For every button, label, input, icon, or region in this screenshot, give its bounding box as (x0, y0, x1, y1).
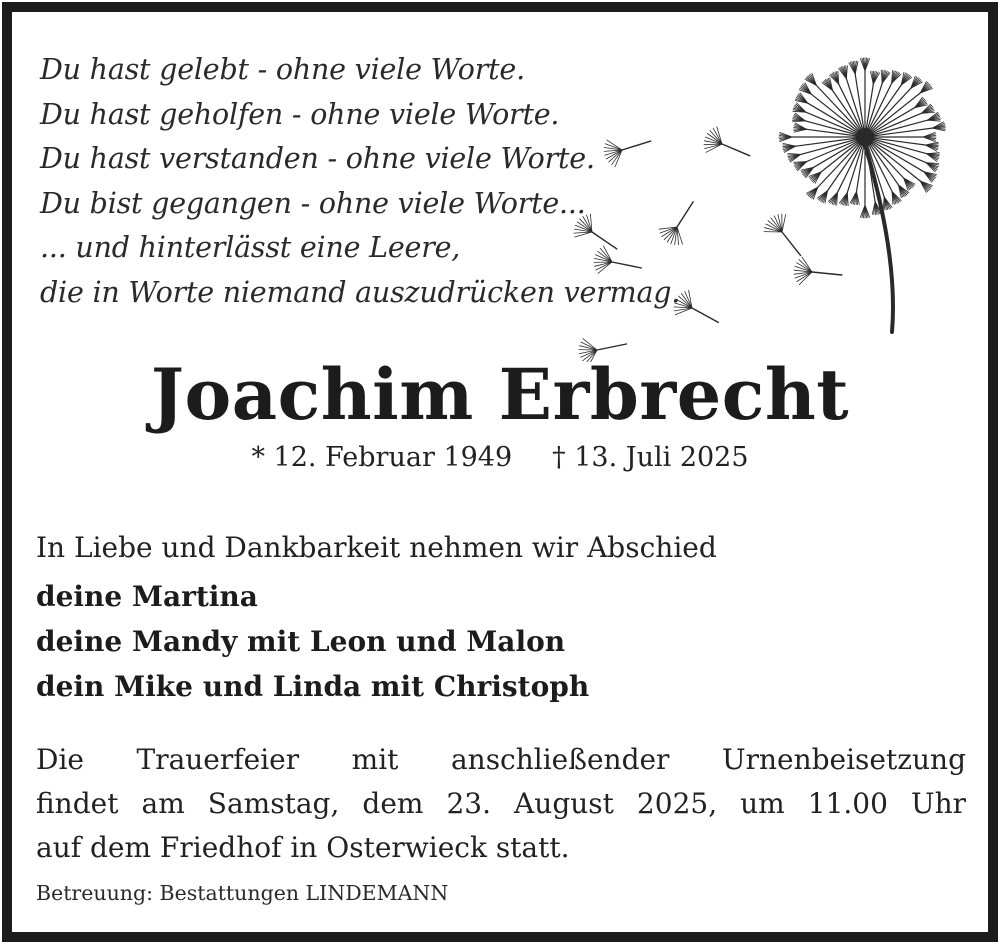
mourner: deine Martina (36, 580, 258, 613)
ceremony-line: Die Trauerfeier mit anschließender Urnenbeisetzung (36, 743, 966, 776)
death-date: † 13. Juli 2025 (552, 442, 749, 473)
ceremony-line: findet am Samstag, dem 23. August 2025, um 11.00 Uhr (36, 787, 966, 820)
ceremony-notice (36, 738, 966, 870)
poem-line: Du bist gegangen - ohne viele Worte... (40, 186, 586, 220)
ceremony-line: auf dem Friedhof in Osterwieck statt. (36, 831, 570, 864)
poem-line: Du hast geholfen - ohne viele Worte. (40, 97, 560, 131)
birth-date: * 12. Februar 1949 (251, 442, 513, 473)
obituary-frame (2, 2, 998, 942)
mourner: deine Mandy mit Leon und Malon (36, 625, 566, 658)
life-dates (12, 440, 988, 476)
mourners-list (36, 574, 589, 709)
dandelion-icon (552, 32, 952, 362)
deceased-name: Joachim Erbrecht (150, 353, 850, 436)
poem-line: ... und hinterlässt eine Leere, (40, 231, 461, 264)
mourner: dein Mike und Linda mit Christoph (36, 670, 590, 703)
poem-line: Du hast verstanden - ohne viele Worte. (40, 142, 595, 175)
farewell-intro: In Liebe und Dankbarkeit nehmen wir Abschied (36, 531, 717, 564)
poem-line: die in Worte niemand auszudrücken vermag. (40, 275, 681, 309)
poem-line: Du hast gelebt - ohne viele Worte. (40, 53, 525, 86)
funeral-home-note: Betreuung: Bestattungen LINDEMANN (36, 881, 449, 905)
